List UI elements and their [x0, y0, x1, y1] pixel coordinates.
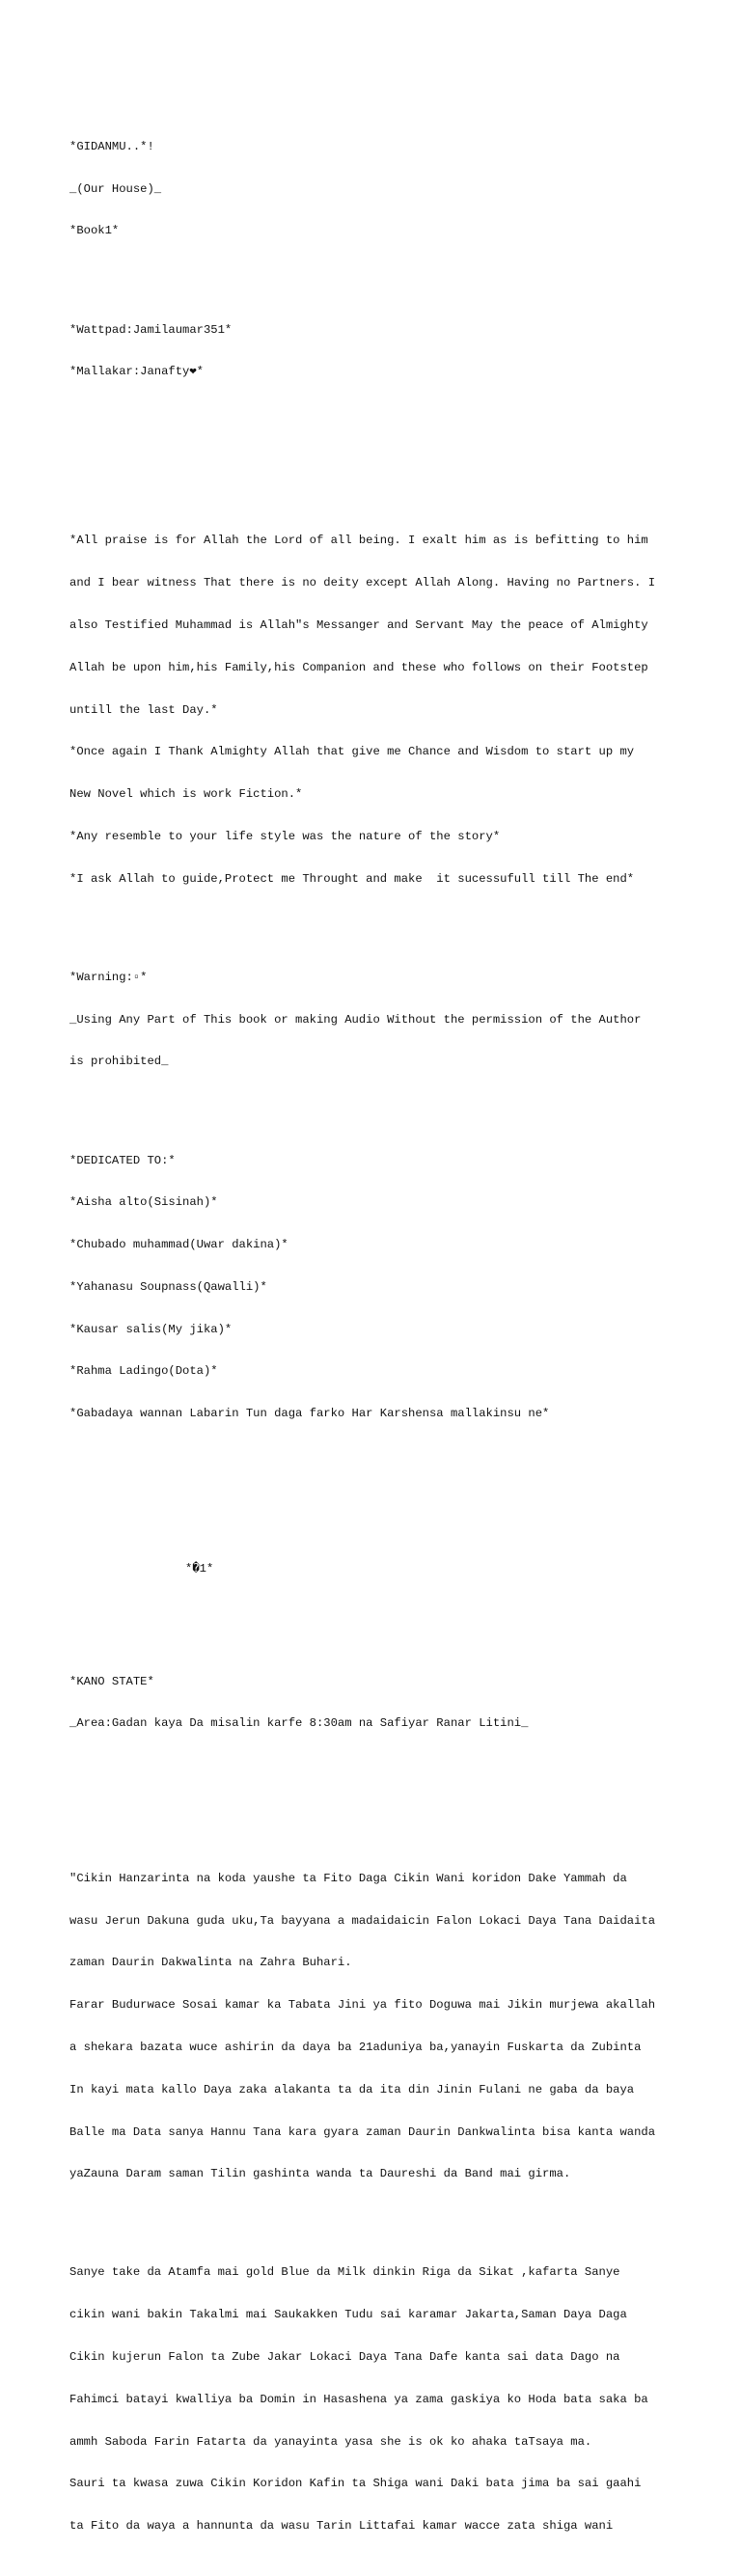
chapter-location: *KANO STATE* [69, 1674, 154, 1688]
wattpad-credit: *Wattpad:Jamilaumar351* [69, 322, 233, 337]
book-subtitle: _(Our House)_ [69, 181, 162, 196]
preface-line: *Any resemble to your life style was the nature of the story* [69, 829, 501, 843]
preface-line: *Once again I Thank Almighty Allah that give me Chance and Wisdom to start up my [69, 745, 635, 759]
story-line: In kayi mata kallo Daya zaka alakanta ta da ita din Jinin Fulani ne gaba da baya [69, 2082, 635, 2096]
story-line: yaZauna Daram saman Tilin gashinta wanda ta Daureshi da Band mai girma. [69, 2167, 571, 2181]
blank-line [69, 1097, 687, 1111]
book-number: *Book1* [69, 224, 120, 238]
story-line: cikin wani bakin Takalmi mai Saukakken Tudu sai karamar Jakarta,Saman Daya Daga [69, 2308, 627, 2322]
warning-line: is prohibited_ [69, 1055, 169, 1069]
blank-lines [69, 1604, 687, 1632]
dedication-name: *Kausar salis(My jika)* [69, 1322, 233, 1336]
preface-line: New Novel which is work Fiction.* [69, 787, 303, 802]
mallakar-credit: *Mallakar:Janafty❤* [69, 365, 204, 379]
story-line: ammh Saboda Farin Fatarta da yanayinta yasa she is ok ko ahaka taTsaya ma. [69, 2434, 592, 2449]
dedication-name: *Gabadaya wannan Labarin Tun daga farko Har Karshensa mallakinsu ne* [69, 1407, 550, 1421]
blank-line [69, 1815, 687, 1829]
dedication-heading: *DEDICATED TO:* [69, 1153, 176, 1167]
blank-line [69, 1505, 687, 1520]
story-line: Sanye take da Atamfa mai gold Blue da Milk dinkin Riga da Sikat ,kafarta Sanye [69, 2265, 620, 2280]
blank-lines [69, 407, 687, 450]
dedication-name: *Yahanasu Soupnass(Qawalli)* [69, 1279, 267, 1294]
story-line: Cikin kujerun Falon ta Zube Jakar Lokaci Daya Tana Dafe kanta sai data Dago na [69, 2350, 620, 2365]
preface-line: *I ask Allah to guide,Protect me Throught and make it sucessufull till The end* [69, 871, 635, 886]
blank-lines [69, 1449, 687, 1477]
chapter-marker: *�1* [185, 1561, 214, 1576]
dedication-name: *Aisha alto(Sisinah)* [69, 1195, 218, 1210]
chapter-area: _Area:Gadan kaya Da misalin karfe 8:30am na Safiyar Ranar Litini_ [69, 1716, 529, 1731]
warning-heading: *Warning:▫* [69, 970, 148, 984]
story-line: Sauri ta kwasa zuwa Cikin Koridon Kafin ta Shiga wani Daki bata jima ba sai gaahi [69, 2477, 642, 2491]
story-line: zaman Daurin Dakwalinta na Zahra Buhari. [69, 1956, 352, 1970]
document-text [69, 97, 687, 2576]
blank-lines [69, 1759, 687, 1787]
story-line: wasu Jerun Dakuna guda uku,Ta bayyana a madaidaicin Falon Lokaci Daya Tana Daidaita [69, 1913, 656, 1928]
warning-line: _Using Any Part of This book or making Audio Without the permission of the Author [69, 1012, 642, 1027]
preface-line: also Testified Muhammad is Allah"s Messanger and Servant May the peace of Almighty [69, 617, 648, 632]
story-line: Farar Budurwace Sosai kamar ka Tabata Jini ya fito Doguwa mai Jikin murjewa akallah [69, 1998, 656, 2013]
dedication-name: *Rahma Ladingo(Dota)* [69, 1364, 218, 1379]
dedication-name: *Chubado muhammad(Uwar dakina)* [69, 1238, 288, 1252]
preface-line: *All praise is for Allah the Lord of all being. I exalt him as is befitting to him [69, 534, 648, 548]
blank-line [69, 266, 687, 281]
blank-line [69, 478, 687, 492]
story-line: a shekara bazata wuce ashirin da daya ba 21aduniya ba,yanayin Fuskarta da Zubinta [69, 2040, 642, 2054]
story-line: "Cikin Hanzarinta na koda yaushe ta Fito Daga Cikin Wani koridon Dake Yammah da [69, 1871, 627, 1885]
blank-line [69, 914, 687, 928]
preface-line: and I bear witness That there is no deity except Allah Along. Having no Partners. I [69, 576, 656, 590]
story-line: ta Fito da waya a hannunta da wasu Tarin Littafai kamar wacce zata shiga wani [69, 2519, 614, 2534]
preface-line: Allah be upon him,his Family,his Companion and these who follows on their Footstep [69, 660, 648, 674]
preface-line: untill the last Day.* [69, 702, 218, 717]
blank-line [69, 2209, 687, 2224]
story-line: Fahimci batayi kwalliya ba Domin in Hasashena ya zama gaskiya ko Hoda bata saka ba [69, 2392, 648, 2406]
story-line: Balle ma Data sanya Hannu Tana kara gyara zaman Daurin Dankwalinta bisa kanta wanda [69, 2124, 656, 2139]
book-title: *GIDANMU..*! [69, 139, 154, 153]
